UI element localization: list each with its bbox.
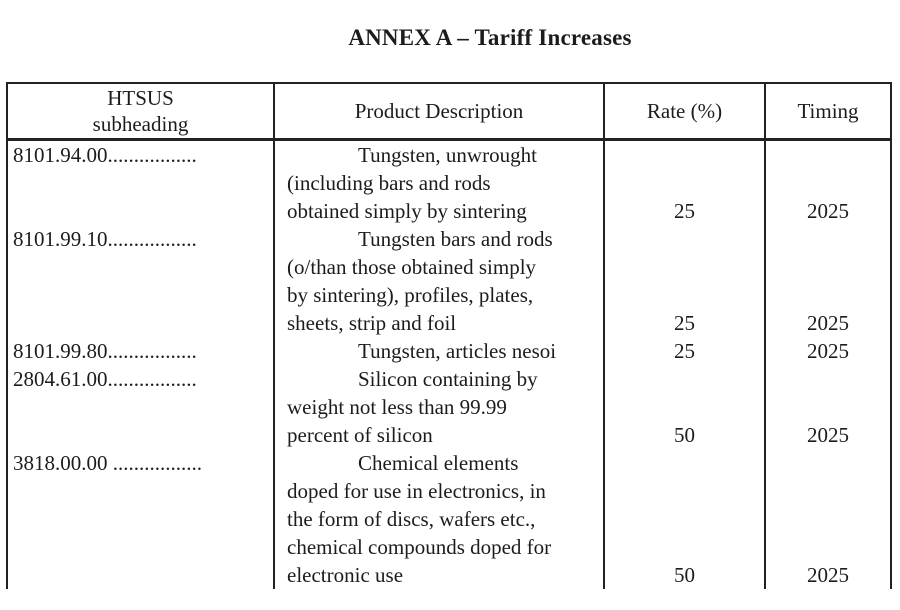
page-title: ANNEX A – Tariff Increases	[348, 25, 632, 50]
header-label-line: Product Description	[354, 99, 524, 123]
description-line: sheets, strip and foil	[287, 311, 457, 335]
description-line: Chemical elements	[358, 451, 519, 475]
header-cell-description	[273, 84, 603, 138]
header-label-line: HTSUS	[107, 86, 174, 110]
table-row	[8, 141, 890, 225]
description-line: obtained simply by sintering	[287, 199, 527, 223]
description-line: weight not less than 99.99	[287, 395, 507, 419]
product-description	[273, 225, 603, 337]
htsus-code: 8101.94.00.................	[13, 143, 197, 167]
rate-value: 50	[603, 449, 764, 589]
timing-value: 2025	[764, 365, 890, 449]
table-row	[8, 337, 890, 365]
timing-value: 2025	[764, 225, 890, 337]
header-label-line: Timing	[797, 99, 859, 123]
table-row	[8, 365, 890, 449]
description-line: percent of silicon	[287, 423, 433, 447]
timing-value: 2025	[764, 449, 890, 589]
product-description	[273, 141, 603, 225]
product-description	[273, 365, 603, 449]
table-header-row	[8, 84, 890, 141]
rate-value: 25	[603, 225, 764, 337]
product-description	[273, 337, 603, 365]
htsus-code: 8101.99.80.................	[13, 339, 197, 363]
tariff-table	[6, 82, 892, 589]
description-line: (including bars and rods	[287, 171, 491, 195]
rate-value: 25	[603, 337, 764, 365]
description-line: Silicon containing by	[358, 367, 538, 391]
table-row	[8, 449, 890, 589]
rate-value: 50	[603, 365, 764, 449]
description-line: Tungsten bars and rods	[358, 227, 553, 251]
header-cell-timing	[764, 84, 890, 138]
rate-value: 25	[603, 141, 764, 225]
description-line: Tungsten, articles nesoi	[358, 339, 557, 363]
description-line: (o/than those obtained simply	[287, 255, 537, 279]
description-line: Tungsten, unwrought	[358, 143, 537, 167]
description-line: chemical compounds doped for	[287, 535, 552, 559]
description-line: by sintering), profiles, plates,	[287, 283, 534, 307]
description-line: the form of discs, wafers etc.,	[287, 507, 536, 531]
header-label-line: Rate (%)	[646, 99, 723, 123]
table-body	[8, 141, 890, 589]
htsus-code: 8101.99.10.................	[13, 227, 197, 251]
timing-value: 2025	[764, 337, 890, 365]
header-cell-htsus	[8, 84, 273, 138]
htsus-code: 3818.00.00 .................	[13, 451, 202, 475]
description-line: electronic use	[287, 563, 404, 587]
header-cell-rate	[603, 84, 764, 138]
table-row	[8, 225, 890, 337]
timing-value: 2025	[764, 141, 890, 225]
product-description	[273, 449, 603, 589]
description-line: doped for use in electronics, in	[287, 479, 546, 503]
htsus-code: 2804.61.00.................	[13, 367, 197, 391]
header-label-line: subheading	[92, 112, 189, 136]
